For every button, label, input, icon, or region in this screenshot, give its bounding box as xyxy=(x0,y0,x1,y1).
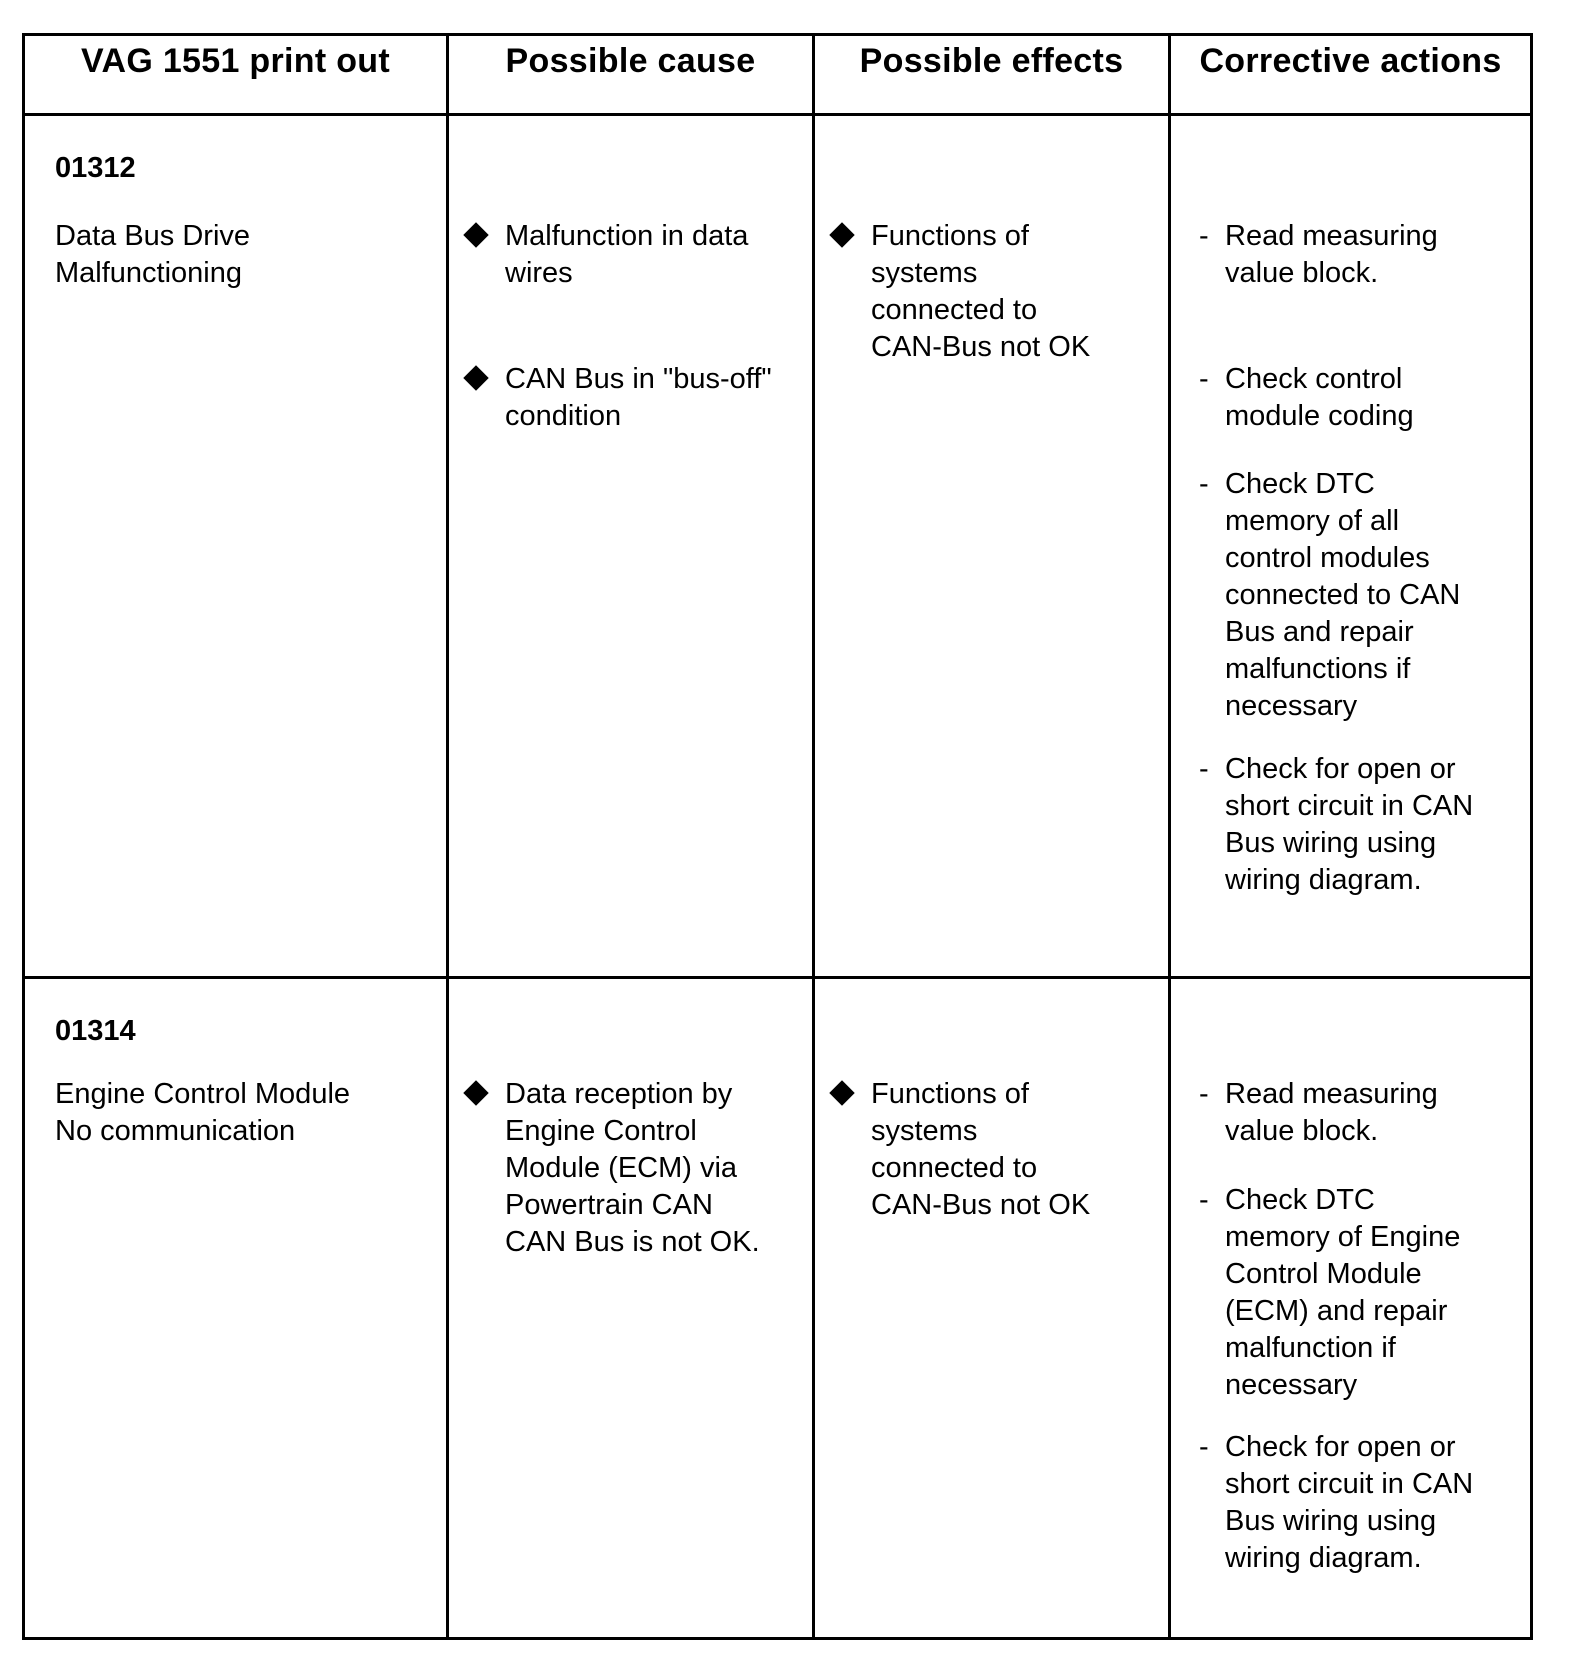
action-item xyxy=(1199,361,1519,435)
effect-text: Functions of systems connected to CAN-Bus not OK xyxy=(871,1078,1091,1221)
printout-cell xyxy=(24,978,448,1639)
action-text: Check control module coding xyxy=(1225,363,1414,432)
table-row xyxy=(24,978,1532,1639)
cause-text: Malfunction in data wires xyxy=(505,220,749,289)
action-text: Read measuring value block. xyxy=(1225,220,1438,289)
fault-code: 01314 xyxy=(55,1015,136,1047)
header-row xyxy=(24,35,1532,115)
effect-text: Functions of systems connected to CAN-Bus not OK xyxy=(871,220,1091,363)
printout-cell xyxy=(24,115,448,978)
diagnostic-table xyxy=(22,33,1533,1640)
action-item xyxy=(1199,1076,1519,1150)
fault-description: Engine Control Module No communication xyxy=(55,1078,351,1147)
cause-item xyxy=(465,361,795,435)
fault-code: 01312 xyxy=(55,152,136,184)
effect-item xyxy=(831,218,1161,366)
action-text: Check DTC memory of Engine Control Module (ECM) and repair malfunction if necessary xyxy=(1225,1184,1461,1401)
action-text: Check for open or short circuit in CAN Bus wiring using wiring diagram. xyxy=(1225,1431,1474,1574)
diamond-bullet-icon xyxy=(829,1080,854,1105)
header-printout: VAG 1551 print out xyxy=(24,35,448,115)
cause-cell xyxy=(448,115,814,978)
header-effects: Possible effects xyxy=(814,35,1170,115)
dash-bullet: - xyxy=(1199,1078,1209,1110)
header-cause: Possible cause xyxy=(448,35,814,115)
actions-cell xyxy=(1170,978,1532,1639)
dash-bullet: - xyxy=(1199,1184,1209,1216)
cause-item xyxy=(465,1076,795,1261)
diagnostic-table-container xyxy=(22,33,1533,1640)
action-item xyxy=(1199,1182,1519,1404)
dash-bullet: - xyxy=(1199,363,1209,395)
dash-bullet: - xyxy=(1199,1431,1209,1463)
cause-text: Data reception by Engine Control Module (ECM) via Powertrain CAN CAN Bus is not OK. xyxy=(505,1078,760,1258)
action-text: Check DTC memory of all control modules connected to CAN Bus and repair malfunctions if necessary xyxy=(1225,468,1461,722)
diamond-bullet-icon xyxy=(463,222,488,247)
cause-item xyxy=(465,218,795,292)
diamond-bullet-icon xyxy=(463,365,488,390)
action-item xyxy=(1199,466,1519,725)
cause-cell xyxy=(448,978,814,1639)
action-text: Read measuring value block. xyxy=(1225,1078,1438,1147)
effects-cell xyxy=(814,978,1170,1639)
action-item xyxy=(1199,218,1519,292)
diamond-bullet-icon xyxy=(829,222,854,247)
actions-cell xyxy=(1170,115,1532,978)
dash-bullet: - xyxy=(1199,468,1209,500)
dash-bullet: - xyxy=(1199,753,1209,785)
effects-cell xyxy=(814,115,1170,978)
header-actions: Corrective actions xyxy=(1170,35,1532,115)
action-text: Check for open or short circuit in CAN Bus wiring using wiring diagram. xyxy=(1225,753,1474,896)
fault-description: Data Bus Drive Malfunctioning xyxy=(55,220,251,289)
diamond-bullet-icon xyxy=(463,1080,488,1105)
effect-item xyxy=(831,1076,1161,1224)
action-item xyxy=(1199,751,1519,899)
action-item xyxy=(1199,1429,1519,1577)
dash-bullet: - xyxy=(1199,220,1209,252)
table-row xyxy=(24,115,1532,978)
cause-text: CAN Bus in "bus-off" condition xyxy=(505,363,772,432)
